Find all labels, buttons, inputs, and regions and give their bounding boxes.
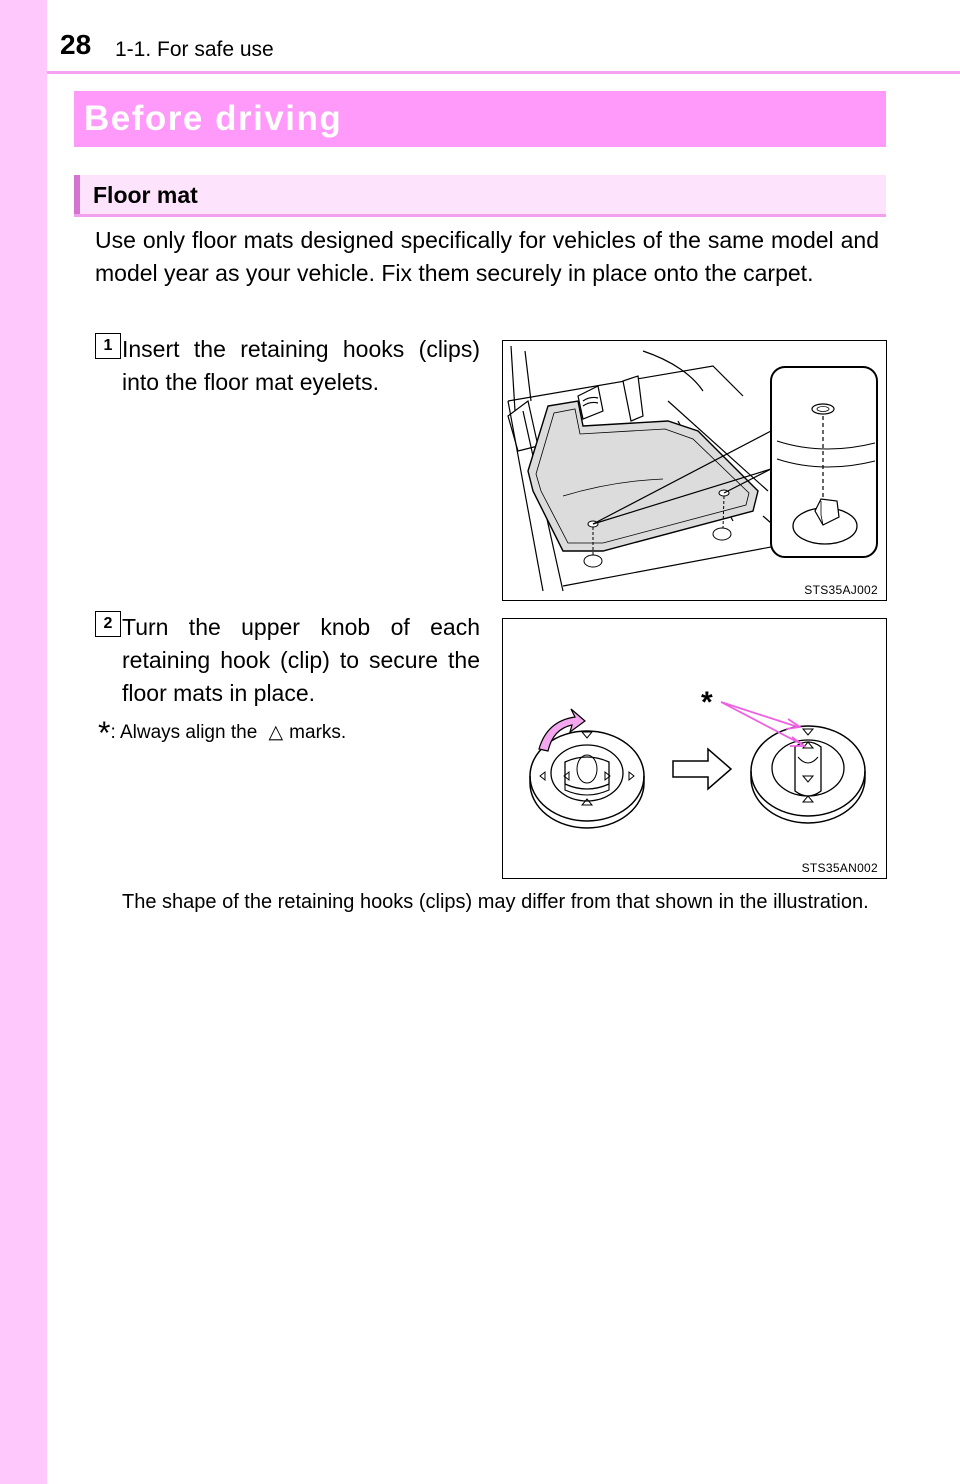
page-number: 28: [60, 29, 92, 60]
step-1-number: 1: [95, 333, 121, 359]
page-title: Before driving: [84, 99, 343, 138]
step-1-text: Insert the retaining hooks (clips) into the floor mat eyelets.: [122, 336, 480, 395]
side-strip: [0, 0, 47, 1484]
step-2-number: 2: [95, 611, 121, 637]
clip-rotation-illustration: [503, 619, 886, 878]
subsection-accent: [74, 175, 80, 214]
note-line: [98, 713, 346, 753]
intro-paragraph: Use only floor mats designed specifically for vehicles of the same model and model year as your vehicle. Fix them securely in place onto the carpet.: [95, 227, 879, 286]
header-rule: [47, 71, 960, 74]
subsection-title: Floor mat: [93, 182, 198, 208]
subsection-bar: [74, 175, 886, 217]
figure-floor-mat-hooks: [502, 340, 887, 601]
footer-note: The shape of the retaining hooks (clips) may differ from that shown in the illustration.: [122, 891, 869, 913]
floor-mat-illustration: [503, 341, 886, 600]
step-2-text: Turn the upper knob of each retaining hook (clip) to secure the floor mats in place.: [122, 614, 480, 706]
note-text-before: : Always align the: [110, 722, 258, 743]
title-bar: [74, 91, 886, 147]
triangle-mark-icon: △: [268, 722, 284, 743]
figure-1-code: STS35AJ002: [804, 583, 878, 597]
figure-2-code: STS35AN002: [801, 861, 878, 875]
section-path: 1-1. For safe use: [115, 38, 274, 61]
figure-clip-rotation: [502, 618, 887, 879]
figure-asterisk-callout: *: [701, 686, 713, 719]
note-text-after: marks.: [289, 722, 347, 743]
note-asterisk: *: [98, 715, 111, 751]
